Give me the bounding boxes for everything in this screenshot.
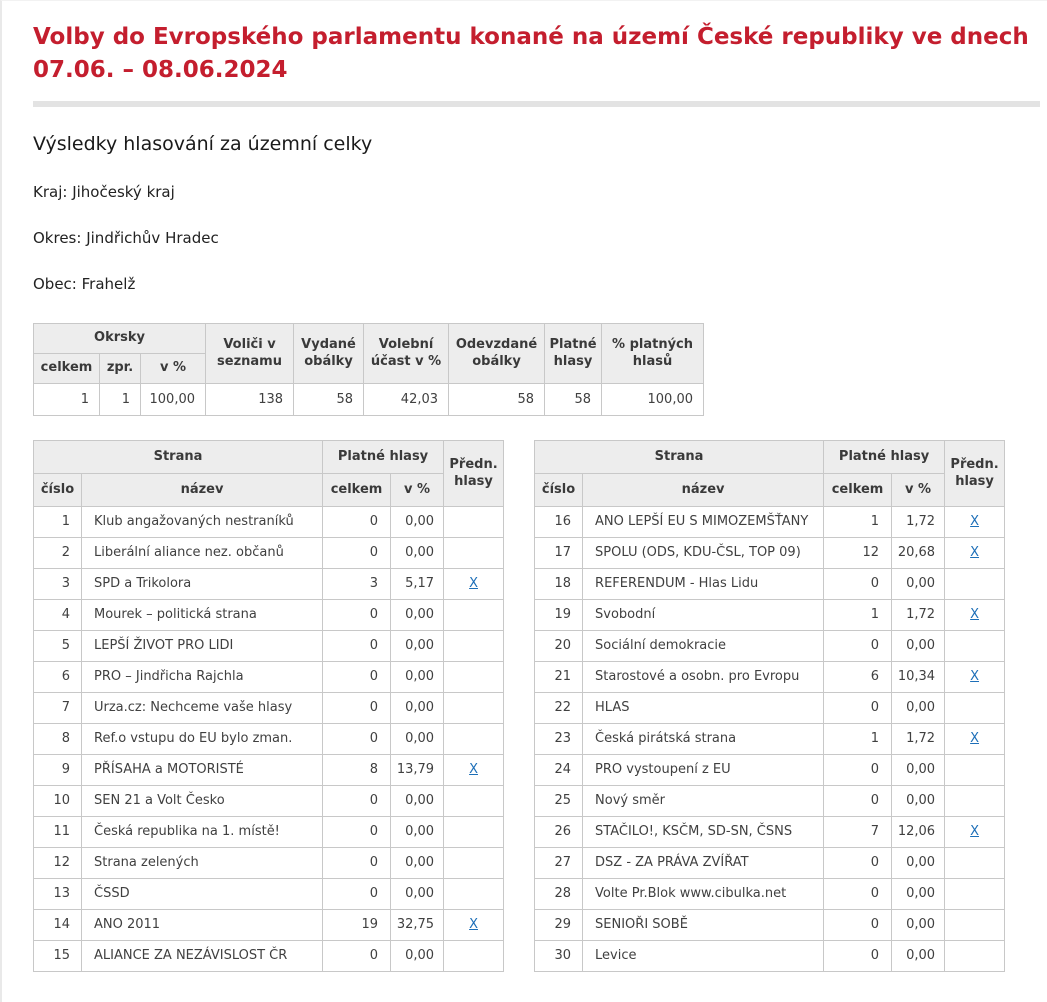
pref-votes-cell <box>945 568 1005 599</box>
pref-votes-cell <box>444 878 504 909</box>
party-name-cell: REFERENDUM - Hlas Lidu <box>583 568 824 599</box>
votes-pct-cell: 0,00 <box>391 506 444 537</box>
votes-pct-cell: 0,00 <box>391 661 444 692</box>
party-name-cell: Nový směr <box>583 785 824 816</box>
party-number-cell: 23 <box>535 723 583 754</box>
votes-total-cell: 12 <box>824 537 892 568</box>
party-tables-wrap <box>33 440 1047 972</box>
pref-votes-link[interactable]: X <box>469 576 478 592</box>
party-name-cell: Volte Pr.Blok www.cibulka.net <box>583 878 824 909</box>
votes-pct-cell: 0,00 <box>892 940 945 971</box>
votes-pct-cell: 20,68 <box>892 537 945 568</box>
pref-votes-cell <box>444 537 504 568</box>
votes-total-cell: 0 <box>323 599 391 630</box>
party-name-cell: PRO – Jindřicha Rajchla <box>82 661 323 692</box>
okrsky-vpct-value: 100,00 <box>141 383 206 415</box>
pref-votes-link[interactable]: X <box>970 669 980 685</box>
votes-total-cell: 0 <box>323 878 391 909</box>
header-vpct-left: v % <box>391 473 444 506</box>
votes-total-cell: 0 <box>323 630 391 661</box>
page-title-line1: Volby do Evropského parlamentu konané na území České republiky ve dnech <box>33 24 1029 50</box>
party-name-cell: SPOLU (ODS, KDU-ČSL, TOP 09) <box>583 537 824 568</box>
votes-pct-cell: 5,17 <box>391 568 444 599</box>
party-number-cell: 17 <box>535 537 583 568</box>
party-number-cell: 21 <box>535 661 583 692</box>
region-kraj <box>33 183 1047 201</box>
votes-total-cell: 1 <box>824 506 892 537</box>
header-okrsky-celkem: celkem <box>34 353 100 383</box>
votes-pct-cell: 0,00 <box>391 599 444 630</box>
table-row <box>535 847 1005 878</box>
table-row <box>535 940 1005 971</box>
party-name-cell: STAČILO!, KSČM, SD-SN, ČSNS <box>583 816 824 847</box>
header-celkem-right: celkem <box>824 473 892 506</box>
region-obec <box>33 275 1047 293</box>
table-row <box>34 940 504 971</box>
pref-votes-link[interactable]: X <box>970 731 980 747</box>
votes-total-cell: 0 <box>824 785 892 816</box>
procent-platnych-value: 100,00 <box>602 383 704 415</box>
table-row <box>34 692 504 723</box>
votes-pct-cell: 32,75 <box>391 909 444 940</box>
party-name-cell: Sociální demokracie <box>583 630 824 661</box>
table-row <box>535 692 1005 723</box>
votes-pct-cell: 1,72 <box>892 506 945 537</box>
party-table-left <box>33 440 504 972</box>
table-row <box>535 878 1005 909</box>
table-row <box>34 909 504 940</box>
votes-total-cell: 0 <box>824 692 892 723</box>
votes-total-cell: 0 <box>824 630 892 661</box>
votes-total-cell: 6 <box>824 661 892 692</box>
pref-votes-link[interactable]: X <box>970 514 980 530</box>
region-okres-value: Jindřichův Hradec <box>86 228 219 247</box>
odevzdane-obalky-value: 58 <box>449 383 545 415</box>
party-number-cell: 9 <box>34 754 82 785</box>
pref-votes-link[interactable]: X <box>469 762 478 778</box>
party-number-cell: 19 <box>535 599 583 630</box>
table-row <box>34 630 504 661</box>
votes-pct-cell: 0,00 <box>892 568 945 599</box>
votes-total-cell: 8 <box>323 754 391 785</box>
votes-total-cell: 0 <box>824 754 892 785</box>
platne-hlasy-value: 58 <box>545 383 602 415</box>
votes-pct-cell: 0,00 <box>391 940 444 971</box>
party-number-cell: 30 <box>535 940 583 971</box>
header-vydane-obalky: Vydané obálky <box>294 323 364 383</box>
party-name-cell: Starostové a osobn. pro Evropu <box>583 661 824 692</box>
pref-votes-cell <box>444 785 504 816</box>
header-predn-hlasy-left: Předn. hlasy <box>444 440 504 506</box>
party-number-cell: 14 <box>34 909 82 940</box>
pref-votes-cell <box>945 754 1005 785</box>
region-okres-label: Okres: <box>33 228 82 247</box>
pref-votes-cell <box>444 506 504 537</box>
party-number-cell: 25 <box>535 785 583 816</box>
party-number-cell: 13 <box>34 878 82 909</box>
party-number-cell: 6 <box>34 661 82 692</box>
region-okres <box>33 229 1047 247</box>
pref-votes-link[interactable]: X <box>469 917 478 933</box>
table-row <box>535 506 1005 537</box>
votes-total-cell: 0 <box>824 847 892 878</box>
votes-total-cell: 0 <box>323 816 391 847</box>
header-strana-right: Strana <box>535 440 824 473</box>
region-kraj-value: Jihočeský kraj <box>72 182 175 201</box>
pref-votes-cell <box>945 909 1005 940</box>
votes-pct-cell: 1,72 <box>892 723 945 754</box>
pref-votes-cell <box>945 940 1005 971</box>
header-nazev-left: název <box>82 473 323 506</box>
party-number-cell: 11 <box>34 816 82 847</box>
table-row <box>34 661 504 692</box>
table-row <box>535 785 1005 816</box>
page-title-line2: 07.06. – 08.06.2024 <box>33 57 288 84</box>
party-number-cell: 22 <box>535 692 583 723</box>
pref-votes-cell <box>444 723 504 754</box>
table-row <box>34 878 504 909</box>
okrsky-celkem-value: 1 <box>34 383 100 415</box>
table-row <box>535 909 1005 940</box>
votes-pct-cell: 0,00 <box>391 847 444 878</box>
votes-pct-cell: 12,06 <box>892 816 945 847</box>
pref-votes-cell <box>444 630 504 661</box>
votes-total-cell: 1 <box>824 599 892 630</box>
header-procent-platnych: % platných hlasů <box>602 323 704 383</box>
header-okrsky-vpct: v % <box>141 353 206 383</box>
header-odevzdane-obalky: Odevzdané obálky <box>449 323 545 383</box>
pref-votes-cell <box>444 909 504 940</box>
party-name-cell: ALIANCE ZA NEZÁVISLOST ČR <box>82 940 323 971</box>
party-number-cell: 28 <box>535 878 583 909</box>
party-number-cell: 1 <box>34 506 82 537</box>
pref-votes-cell <box>945 847 1005 878</box>
header-volebni-ucast: Volební účast v % <box>364 323 449 383</box>
pref-votes-cell <box>945 692 1005 723</box>
pref-votes-cell <box>945 723 1005 754</box>
party-name-cell: HLAS <box>583 692 824 723</box>
party-name-cell: LEPŠÍ ŽIVOT PRO LIDI <box>82 630 323 661</box>
votes-total-cell: 0 <box>824 909 892 940</box>
party-name-cell: PRO vystoupení z EU <box>583 754 824 785</box>
party-number-cell: 15 <box>34 940 82 971</box>
table-row <box>34 506 504 537</box>
votes-pct-cell: 0,00 <box>391 878 444 909</box>
votes-total-cell: 0 <box>323 661 391 692</box>
party-number-cell: 2 <box>34 537 82 568</box>
volebni-ucast-value: 42,03 <box>364 383 449 415</box>
party-name-cell: Liberální aliance nez. občanů <box>82 537 323 568</box>
party-number-cell: 5 <box>34 630 82 661</box>
page <box>2 1 1047 1002</box>
party-name-cell: Česká republika na 1. místě! <box>82 816 323 847</box>
pref-votes-cell <box>945 599 1005 630</box>
table-row <box>535 661 1005 692</box>
party-number-cell: 29 <box>535 909 583 940</box>
table-row <box>535 568 1005 599</box>
pref-votes-cell <box>444 847 504 878</box>
votes-total-cell: 1 <box>824 723 892 754</box>
region-obec-label: Obec: <box>33 274 77 293</box>
header-cislo-left: číslo <box>34 473 82 506</box>
header-platne-hlasy-left: Platné hlasy <box>323 440 444 473</box>
pref-votes-cell <box>945 878 1005 909</box>
table-row <box>535 723 1005 754</box>
party-name-cell: Klub angažovaných nestraníků <box>82 506 323 537</box>
title-divider <box>33 101 1040 107</box>
votes-pct-cell: 0,00 <box>892 785 945 816</box>
pref-votes-cell <box>444 661 504 692</box>
votes-total-cell: 0 <box>323 723 391 754</box>
party-number-cell: 8 <box>34 723 82 754</box>
pref-votes-cell <box>444 599 504 630</box>
table-row <box>34 723 504 754</box>
votes-total-cell: 0 <box>323 785 391 816</box>
votes-total-cell: 0 <box>323 847 391 878</box>
region-kraj-label: Kraj: <box>33 182 68 201</box>
pref-votes-link[interactable]: X <box>970 545 980 561</box>
table-row <box>535 816 1005 847</box>
party-number-cell: 18 <box>535 568 583 599</box>
table-row <box>34 847 504 878</box>
volici-v-seznamu-value: 138 <box>206 383 294 415</box>
header-predn-hlasy-right: Předn. hlasy <box>945 440 1005 506</box>
party-name-cell: Levice <box>583 940 824 971</box>
party-name-cell: Mourek – politická strana <box>82 599 323 630</box>
party-name-cell: Svobodní <box>583 599 824 630</box>
party-number-cell: 27 <box>535 847 583 878</box>
header-platne-hlasy: Platné hlasy <box>545 323 602 383</box>
votes-pct-cell: 0,00 <box>892 754 945 785</box>
party-name-cell: ČSSD <box>82 878 323 909</box>
votes-pct-cell: 0,00 <box>892 630 945 661</box>
votes-pct-cell: 0,00 <box>892 692 945 723</box>
votes-pct-cell: 0,00 <box>892 847 945 878</box>
votes-total-cell: 0 <box>323 940 391 971</box>
header-okrsky: Okrsky <box>34 323 206 353</box>
party-name-cell: Česká pirátská strana <box>583 723 824 754</box>
header-okrsky-zpr: zpr. <box>100 353 141 383</box>
votes-total-cell: 0 <box>824 878 892 909</box>
votes-total-cell: 0 <box>824 940 892 971</box>
votes-pct-cell: 0,00 <box>391 630 444 661</box>
votes-pct-cell: 0,00 <box>391 785 444 816</box>
party-name-cell: SPD a Trikolora <box>82 568 323 599</box>
votes-total-cell: 0 <box>824 568 892 599</box>
table-row <box>535 754 1005 785</box>
pref-votes-cell <box>945 816 1005 847</box>
region-obec-value: Frahelž <box>81 274 136 293</box>
table-row <box>34 599 504 630</box>
votes-total-cell: 7 <box>824 816 892 847</box>
party-number-cell: 16 <box>535 506 583 537</box>
votes-total-cell: 3 <box>323 568 391 599</box>
party-number-cell: 7 <box>34 692 82 723</box>
pref-votes-cell <box>945 630 1005 661</box>
table-row <box>34 537 504 568</box>
table-row <box>34 816 504 847</box>
party-number-cell: 12 <box>34 847 82 878</box>
votes-pct-cell: 0,00 <box>391 816 444 847</box>
party-number-cell: 24 <box>535 754 583 785</box>
votes-total-cell: 0 <box>323 506 391 537</box>
votes-total-cell: 0 <box>323 692 391 723</box>
turnout-summary-table <box>33 323 704 416</box>
pref-votes-link[interactable]: X <box>970 607 980 623</box>
votes-pct-cell: 13,79 <box>391 754 444 785</box>
turnout-summary-row <box>34 383 704 415</box>
party-table-right <box>534 440 1005 972</box>
pref-votes-cell <box>444 692 504 723</box>
header-vpct-right: v % <box>892 473 945 506</box>
party-name-cell: ANO LEPŠÍ EU S MIMOZEMŠŤANY <box>583 506 824 537</box>
votes-pct-cell: 0,00 <box>391 723 444 754</box>
table-row <box>535 630 1005 661</box>
votes-pct-cell: 0,00 <box>892 909 945 940</box>
pref-votes-cell <box>945 661 1005 692</box>
votes-pct-cell: 0,00 <box>391 537 444 568</box>
table-row <box>34 785 504 816</box>
page-title <box>33 21 1047 88</box>
table-row <box>535 599 1005 630</box>
pref-votes-cell <box>444 940 504 971</box>
party-name-cell: ANO 2011 <box>82 909 323 940</box>
party-name-cell: Urza.cz: Nechceme vaše hlasy <box>82 692 323 723</box>
pref-votes-cell <box>444 568 504 599</box>
results-subtitle: Výsledky hlasování za územní celky <box>33 132 373 155</box>
table-row <box>34 754 504 785</box>
header-volici-v-seznamu: Voliči v seznamu <box>206 323 294 383</box>
pref-votes-link[interactable]: X <box>970 824 980 840</box>
party-number-cell: 26 <box>535 816 583 847</box>
party-name-cell: SEN 21 a Volt Česko <box>82 785 323 816</box>
party-name-cell: PŘÍSAHA a MOTORISTÉ <box>82 754 323 785</box>
header-celkem-left: celkem <box>323 473 391 506</box>
votes-total-cell: 0 <box>323 537 391 568</box>
pref-votes-cell <box>945 785 1005 816</box>
header-platne-hlasy-right: Platné hlasy <box>824 440 945 473</box>
party-name-cell: DSZ - ZA PRÁVA ZVÍŘAT <box>583 847 824 878</box>
votes-pct-cell: 1,72 <box>892 599 945 630</box>
party-name-cell: Strana zelených <box>82 847 323 878</box>
pref-votes-cell <box>945 506 1005 537</box>
okrsky-zpr-value: 1 <box>100 383 141 415</box>
vydane-obalky-value: 58 <box>294 383 364 415</box>
party-number-cell: 20 <box>535 630 583 661</box>
votes-total-cell: 19 <box>323 909 391 940</box>
table-row <box>535 537 1005 568</box>
party-name-cell: Ref.o vstupu do EU bylo zman. <box>82 723 323 754</box>
header-nazev-right: název <box>583 473 824 506</box>
party-number-cell: 3 <box>34 568 82 599</box>
votes-pct-cell: 10,34 <box>892 661 945 692</box>
votes-pct-cell: 0,00 <box>892 878 945 909</box>
votes-pct-cell: 0,00 <box>391 692 444 723</box>
table-row <box>34 568 504 599</box>
header-cislo-right: číslo <box>535 473 583 506</box>
pref-votes-cell <box>444 816 504 847</box>
party-number-cell: 4 <box>34 599 82 630</box>
party-name-cell: SENIOŘI SOBĚ <box>583 909 824 940</box>
pref-votes-cell <box>444 754 504 785</box>
header-strana-left: Strana <box>34 440 323 473</box>
pref-votes-cell <box>945 537 1005 568</box>
party-number-cell: 10 <box>34 785 82 816</box>
